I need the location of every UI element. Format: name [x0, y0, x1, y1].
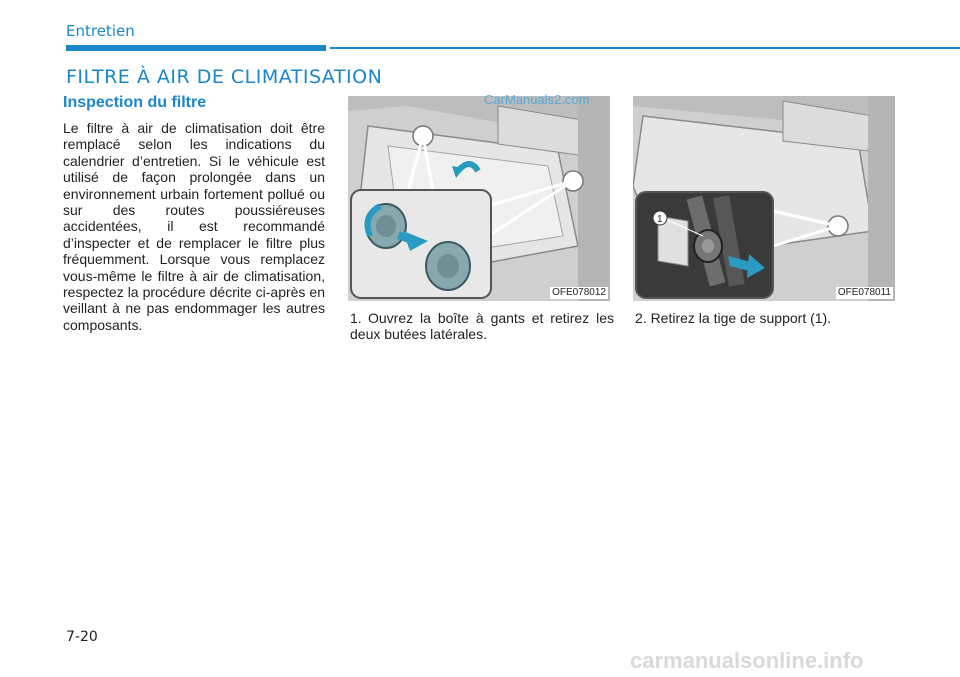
subheading: Inspection du filtre — [63, 94, 207, 111]
step-text: Ouvrez la boîte à gants et retirez les deux butées latérales. — [350, 310, 614, 343]
page-heading: FILTRE À AIR DE CLIMATISATION — [66, 66, 383, 88]
callout-1: 1 — [657, 214, 663, 225]
footer-watermark: carmanualsonline.info — [630, 648, 864, 673]
body-paragraph: Le filtre à air de climatisation doit être remplacé selon les indications du calendrier d’entretien. Si le véhicule est utilisé de façon prolongée dans un environnement urbain fortement pollué ou sur des routes poussiéreuses accidentées, il est recommandé d’inspecter et de remplacer le filtre plus fréquemment. Lorsque vous remplacez vous-même le filtre à air de climatisation, respectez la procédure décrite ci-après en veillant à ne pas endommager les autres composants. — [63, 120, 325, 333]
glovebox-stoppers-illustration — [348, 96, 610, 301]
support-rod-illustration — [633, 96, 895, 301]
figure-glovebox-stoppers — [348, 96, 610, 301]
figure-2-caption: 2. Retirez la tige de support (1). — [635, 310, 832, 326]
figure-code: OFE078011 — [837, 287, 891, 298]
section-label: Entretien — [66, 22, 135, 40]
overlay-watermark: CarManuals2.com — [484, 92, 590, 107]
page-number: 7-20 — [66, 629, 98, 645]
figure-support-rod — [633, 96, 895, 301]
figure-1-caption — [350, 310, 614, 343]
header-rule-thick — [66, 45, 326, 51]
step-number: 1. — [350, 310, 362, 326]
figure-code: OFE078012 — [552, 287, 606, 298]
header-rule-thin — [330, 47, 960, 49]
